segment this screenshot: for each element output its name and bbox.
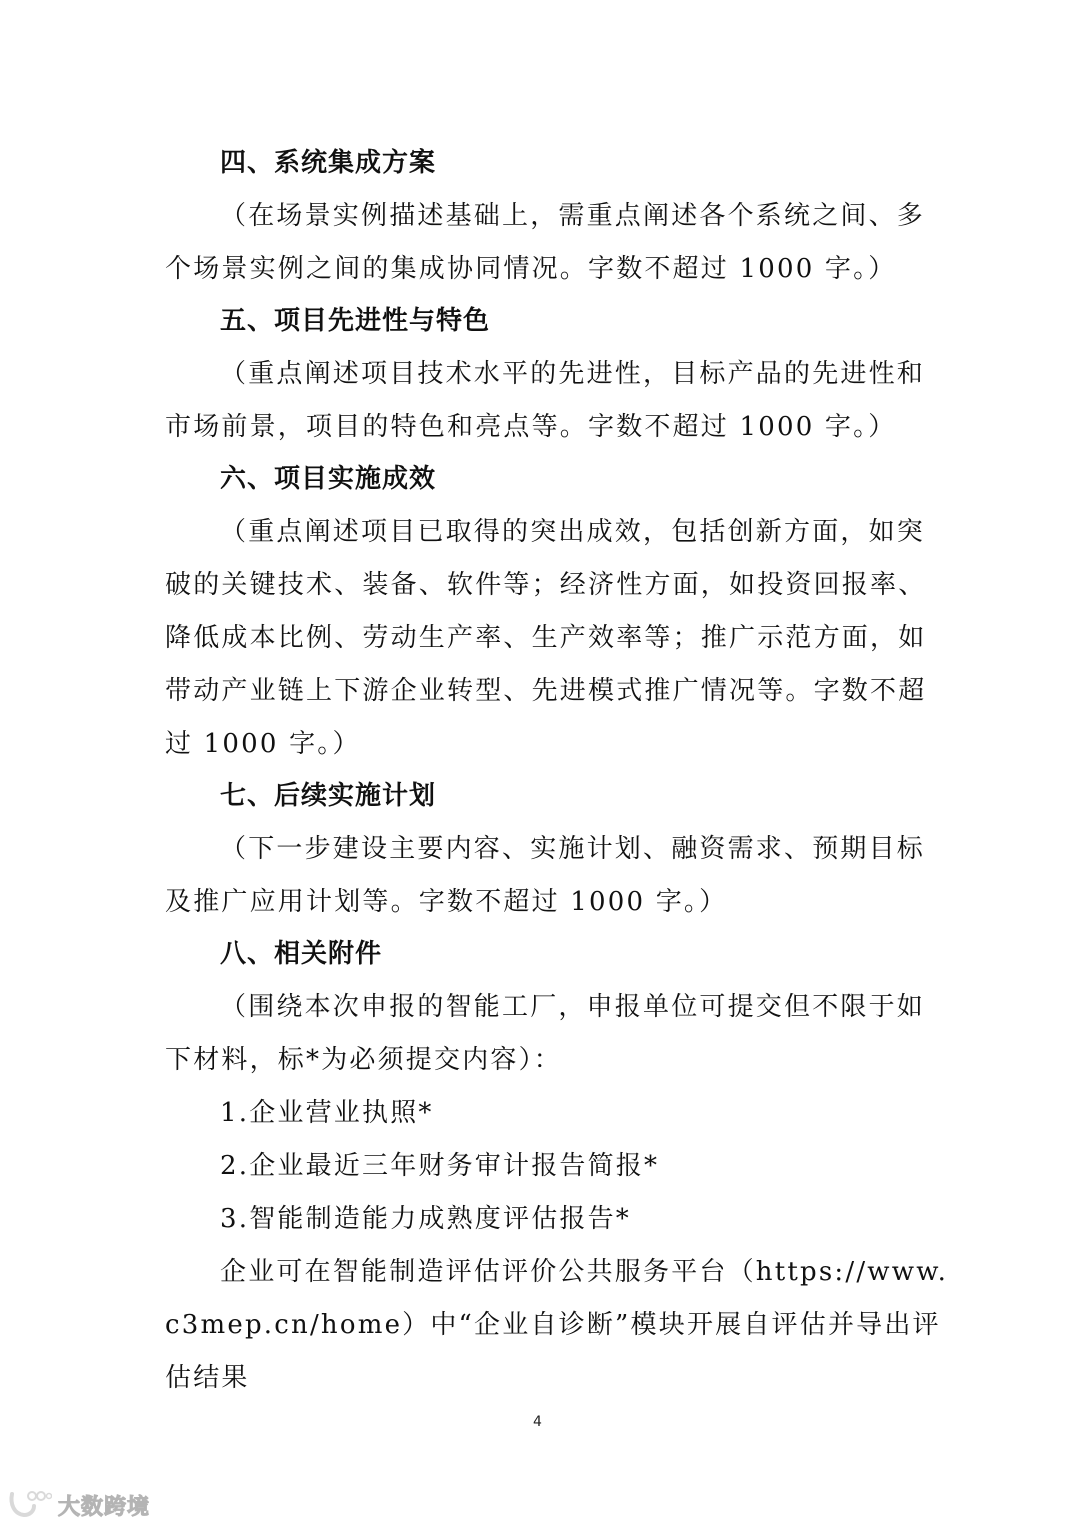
section-heading-7: 七、后续实施计划	[220, 781, 437, 811]
page-number: 4	[533, 1414, 542, 1430]
attachment-item: 1.企业营业执照*	[220, 1098, 434, 1128]
paragraph-line: 破的关键技术、装备、软件等；经济性方面，如投资回报率、	[165, 570, 927, 600]
paragraph-line: 过 1000 字。）	[165, 729, 361, 759]
paragraph-line: （重点阐述项目已取得的突出成效，包括创新方面，如突	[220, 517, 926, 547]
note-line: c3mep.cn/home）中“企业自诊断”模块开展自评估并导出评	[165, 1310, 941, 1340]
section-heading-5: 五、项目先进性与特色	[220, 306, 491, 336]
section-heading-6: 六、项目实施成效	[220, 464, 437, 494]
section-heading-4: 四、系统集成方案	[220, 148, 437, 178]
watermark-brand-text: 大数跨境	[58, 1494, 151, 1520]
paragraph-line: 个场景实例之间的集成协同情况。字数不超过 1000 字。）	[165, 254, 897, 284]
brand-logo-icon	[8, 1488, 52, 1522]
paragraph-line: （在场景实例描述基础上，需重点阐述各个系统之间、多	[220, 201, 926, 231]
paragraph-line: （围绕本次申报的智能工厂，申报单位可提交但不限于如	[220, 992, 926, 1022]
paragraph-line: 市场前景，项目的特色和亮点等。字数不超过 1000 字。）	[165, 412, 897, 442]
watermark	[8, 1488, 150, 1522]
paragraph-line: 带动产业链上下游企业转型、先进模式推广情况等。字数不超	[165, 676, 927, 706]
paragraph-line: 及推广应用计划等。字数不超过 1000 字。）	[165, 887, 728, 917]
paragraph-line: 降低成本比例、劳动生产率、生产效率等；推广示范方面，如	[165, 623, 927, 653]
paragraph-line: （重点阐述项目技术水平的先进性，目标产品的先进性和	[220, 359, 926, 389]
note-line: 企业可在智能制造评估评价公共服务平台（https://www.	[220, 1257, 949, 1287]
attachment-item: 2.企业最近三年财务审计报告简报*	[220, 1151, 660, 1181]
attachment-item: 3.智能制造能力成熟度评估报告*	[220, 1204, 632, 1234]
paragraph-line: （下一步建设主要内容、实施计划、融资需求、预期目标	[220, 834, 926, 864]
note-line: 估结果	[165, 1363, 250, 1393]
section-heading-8: 八、相关附件	[220, 939, 383, 969]
paragraph-line: 下材料，标*为必须提交内容）：	[165, 1045, 563, 1075]
